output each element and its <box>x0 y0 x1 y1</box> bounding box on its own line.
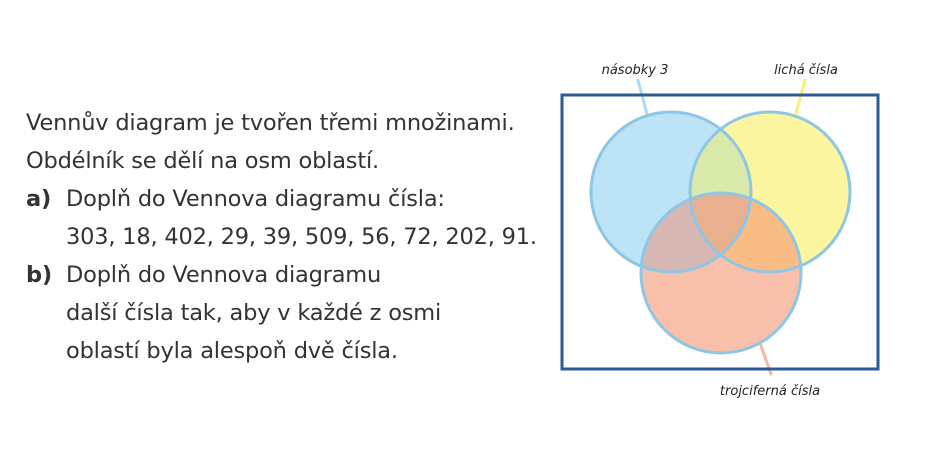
leader-line-multiples-of-3 <box>638 80 648 118</box>
task-a-numbers: 303, 18, 402, 29, 39, 509, 56, 72, 202, 91. <box>66 224 537 250</box>
label-three-digit-numbers: trojciferná čísla <box>719 384 821 399</box>
task-b-line-1: Doplň do Vennova diagramu <box>66 262 382 288</box>
label-multiples-of-3: násobky 3 <box>601 63 669 78</box>
task-a-line-1: Doplň do Vennova diagramu čísla: <box>66 186 445 212</box>
intro-line-2: Obdélník se dělí na osm oblastí. <box>26 148 379 174</box>
task-b-line-3: oblastí byla alespoň dvě čísla. <box>66 338 398 364</box>
leader-line-odd-numbers <box>795 80 805 117</box>
task-a-marker: a) <box>26 186 52 212</box>
task-b-marker: b) <box>26 262 52 288</box>
intro-line-1: Vennův diagram je tvořen třemi množinami. <box>26 110 515 136</box>
task-b-line-2: další čísla tak, aby v každé z osmi <box>66 300 442 326</box>
label-odd-numbers: lichá čísla <box>774 63 838 78</box>
